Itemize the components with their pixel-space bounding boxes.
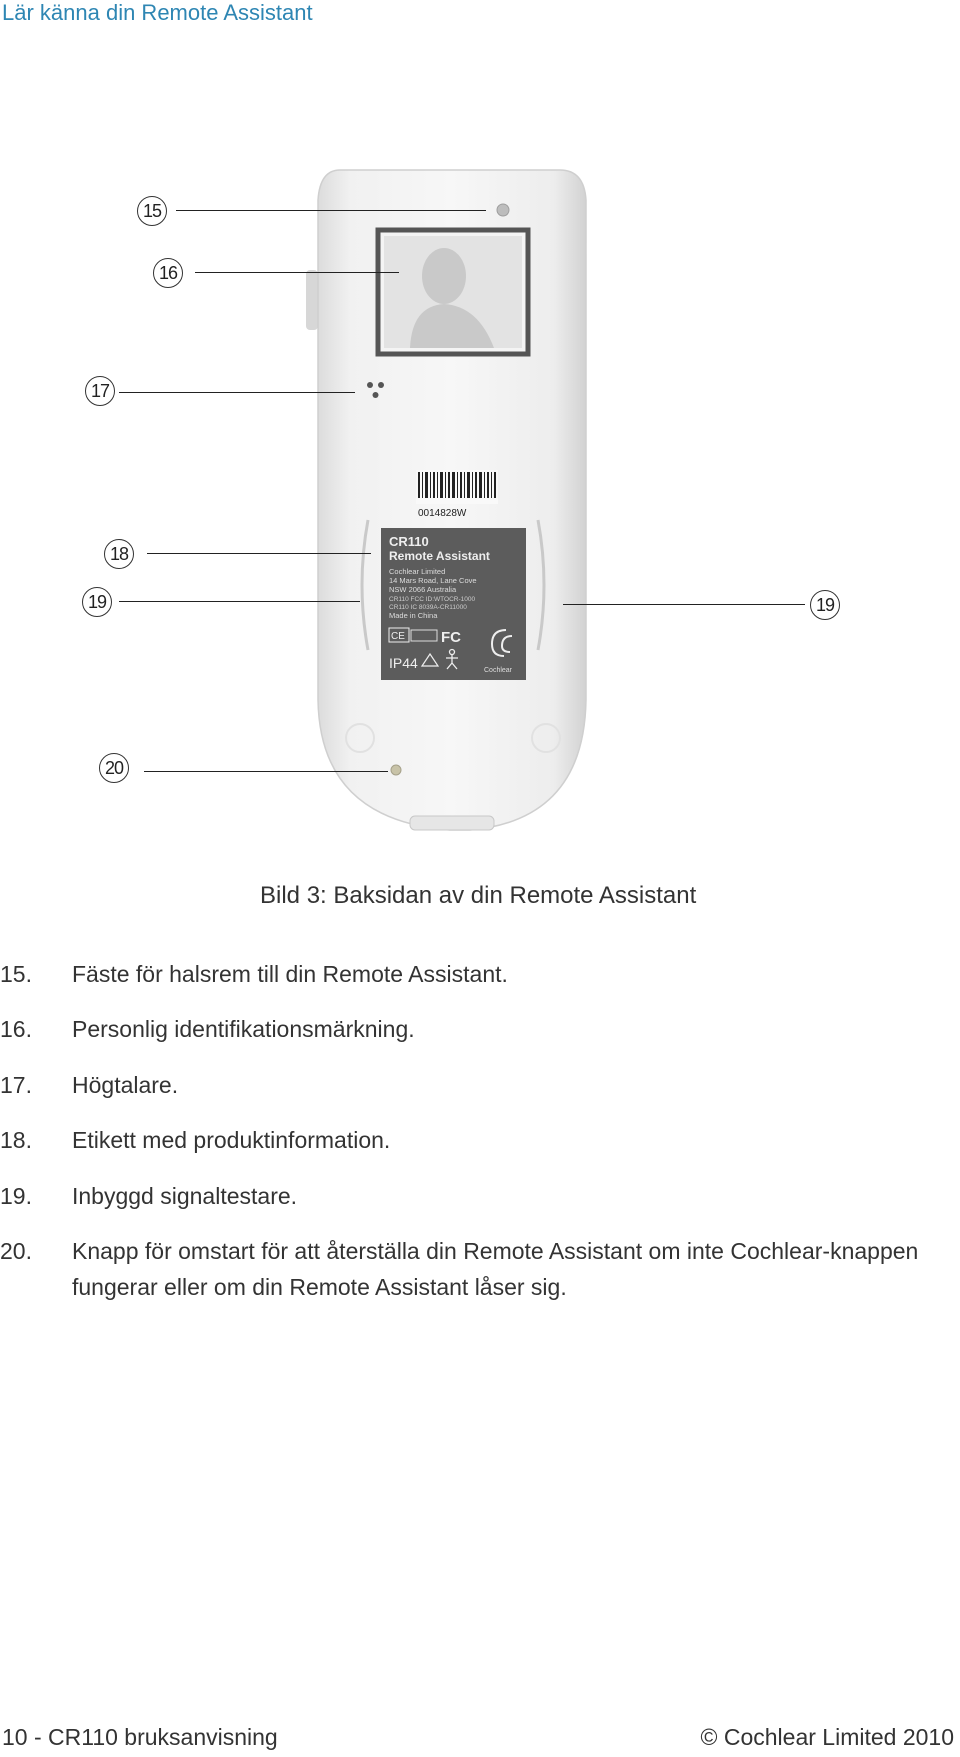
label-line-2: 14 Mars Road, Lane Cove <box>389 576 477 585</box>
label-line-5: CR110 IC 8039A-CR11000 <box>389 604 467 611</box>
list-item <box>0 956 508 992</box>
list-item-text: Inbyggd signaltestare. <box>72 1183 298 1209</box>
figure-caption: Bild 3: Baksidan av din Remote Assistant <box>260 882 697 909</box>
list-item-number: 17. <box>0 1072 32 1098</box>
label-line-4: CR110 FCC ID:WTOCR-1000 <box>389 596 476 603</box>
list-item <box>0 1067 178 1103</box>
list-item-text: Högtalare. <box>72 1072 179 1098</box>
barcode <box>416 470 498 504</box>
leader-line-19-left <box>119 601 360 602</box>
leader-line-16 <box>195 272 399 273</box>
barcode-number: 0014828W <box>418 508 467 519</box>
side-button <box>306 270 318 330</box>
list-item-text: Knapp för omstart för att återställa din Remote Assistant om inte Cochlear-knappen fungerar eller om din Remote Assistant låser sig. <box>72 1238 919 1300</box>
label-brand: Cochlear <box>484 667 513 674</box>
callout-17: 17 <box>85 376 115 406</box>
callout-18: 18 <box>104 539 134 569</box>
list-item-number: 19. <box>0 1183 32 1209</box>
label-line-3: NSW 2066 Australia <box>389 585 457 594</box>
device-figure <box>0 0 960 860</box>
leader-line-19-right <box>563 604 805 605</box>
callout-15: 15 <box>137 196 167 226</box>
callout-20: 20 <box>99 753 129 783</box>
leader-line-18 <box>147 553 371 554</box>
list-item <box>0 1122 390 1158</box>
list-item <box>0 1233 945 1305</box>
list-item-number: 18. <box>0 1127 32 1153</box>
reset-button-hole <box>391 765 401 775</box>
callout-16: 16 <box>153 258 183 288</box>
lanyard-hole <box>497 204 509 216</box>
label-line-1: Cochlear Limited <box>389 567 446 576</box>
list-item <box>0 1011 415 1047</box>
list-item-number: 15. <box>0 961 32 987</box>
list-item-text: Etikett med produktinformation. <box>72 1127 391 1153</box>
bottom-connector <box>410 816 494 830</box>
leader-line-15 <box>176 210 486 211</box>
list-item-number: 20. <box>0 1238 32 1264</box>
list-item <box>0 1178 297 1214</box>
label-ip-rating: IP44 <box>389 655 418 671</box>
list-item-text: Fäste för halsrem till din Remote Assistant. <box>72 961 508 987</box>
label-line-6: Made in China <box>389 611 438 620</box>
label-product: Remote Assistant <box>389 549 490 563</box>
callout-19-right: 19 <box>810 590 840 620</box>
footer-page-label: 10 - CR110 bruksanvisning <box>2 1724 278 1750</box>
list-item-text: Personlig identifikationsmärkning. <box>72 1016 415 1042</box>
label-model: CR110 <box>389 534 429 549</box>
fcc-mark-icon: FC <box>441 629 461 646</box>
ce-mark-glyph: CE <box>391 631 405 642</box>
footer-copyright: © Cochlear Limited 2010 <box>700 1724 954 1750</box>
remote-assistant-back-illustration <box>0 0 960 860</box>
callout-19-left: 19 <box>82 587 112 617</box>
leader-line-20 <box>144 771 388 772</box>
leader-line-17 <box>119 392 355 393</box>
list-item-number: 16. <box>0 1016 32 1042</box>
section-header: Lär känna din Remote Assistant <box>2 0 313 25</box>
